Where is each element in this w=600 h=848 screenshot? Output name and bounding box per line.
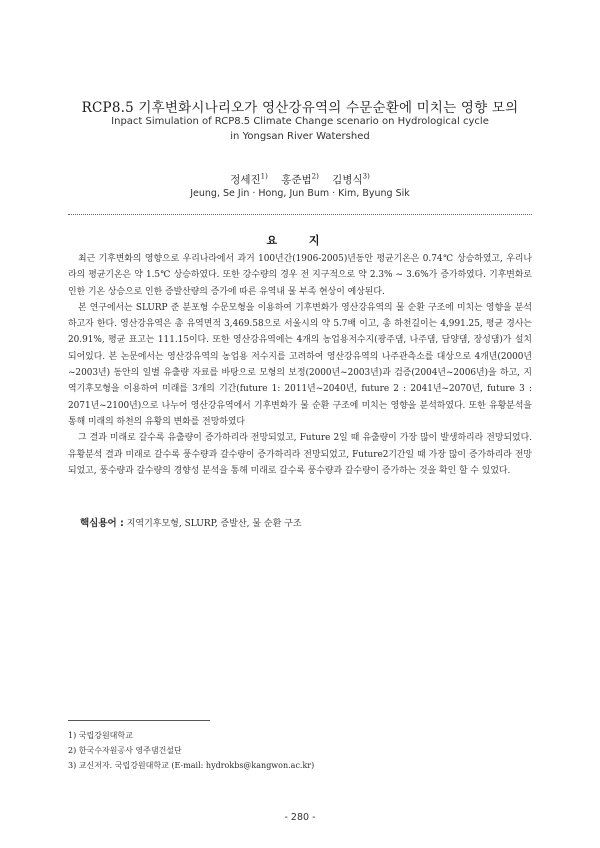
- author-name: 정세진: [230, 174, 261, 186]
- abstract-heading: 요 지: [266, 234, 334, 247]
- author-mark: 3): [362, 172, 370, 181]
- footnote-separator: [68, 720, 210, 721]
- footnote-item: 3) 교신저자. 국립강원대학교 (E-mail: hydrokbs@kangwon.ac.kr): [68, 761, 315, 770]
- authors-english: Jeung, Se Jin · Hong, Jun Bum · Kim, Byung Sik: [190, 188, 410, 199]
- paper-title-korean: RCP8.5 기후변화시나리오가 영산강유역의 수문순환에 미치는 영향 모의: [81, 100, 519, 116]
- paper-title-english-line2: in Yongsan River Watershed: [230, 131, 370, 142]
- keywords-label: 핵심용어 :: [80, 518, 124, 529]
- keywords: [80, 515, 530, 529]
- footnote-item: 1) 국립강원대학교: [68, 731, 133, 740]
- abstract-paragraph: 최근 기후변화의 영향으로 우리나라에서 과거 100년간(1906-2005)년동안 평균기온은 0.74℃ 상승하였고, 우리나라의 평균기온은 약 1.5℃ 상승하였다. 또한 강수량의 경우 전 지구적으로 약 2.3% ~ 3.6%가 증가하였다. 기후변화로 인한 기온 상승으로 인한 증발산량의 증가에 따른 유역내 물 부족 현상이 예상된다.: [68, 254, 532, 297]
- author-mark: 2): [311, 172, 319, 181]
- abstract-body: [68, 251, 532, 479]
- page-number: - 280 -: [284, 812, 316, 823]
- abstract-paragraph: 그 결과 미래로 갈수록 유출량이 증가하리라 전망되었고, Future 2일 때 유출량이 가장 많이 발생하리라 전망되었다. 유황분석 결과 미래로 갈수록 풍수량과 갈수량이 증가하리라 전망되었고, Future2기간일 때 가장 많이 증가하리라 전망되었고, 풍수량과 갈수량의 경향성 분석을 통해 미래로 갈수록 풍수량과 갈수량이 증가하는 것을 확인 할 수 있었다.: [68, 433, 532, 476]
- author-mark: 1): [260, 172, 268, 181]
- paper-title-english-line1: Inpact Simulation of RCP8.5 Climate Change scenario on Hydrological cycle: [111, 116, 489, 127]
- footnotes: [68, 728, 528, 773]
- abstract-paragraph: 본 연구에서는 SLURP 준 분포형 수문모형을 이용하여 기후변화가 영산강유역의 물 순환 구조에 미치는 영향을 분석하고자 한다. 영산강유역은 총 유역면적 3,469.58으로 서울시의 약 5.7배 이고, 총 하천길이는 4,991.25, 평균 경사는 20.91%, 평균 표고는 111.15이다. 또한 영산강유역에는 4개의 농업용저수지(광주댐, 나주댐, 담양댐, 장성댐)가 설치되어있다. 본 논문에서는 영산강유역의 농업용 저수지를 고려하여 영산강유역의 나주관측소를 대상으로 4개년(2000년~2003년) 동안의 일별 유출량 자료를 바탕으로 모형의 보정(2000년~2003년)과 검증(2004년~2006년)을 하고, 지역기후모형을 이용하여 미래를 3개의 기간(future 1: 2011년~2040년, future 2 : 2041년~2070년, future 3 : 2071년~2100년)으로 나누어 영산강유역에서 기후변화가 물 순환 구조에 미치는 영향을 분석하였다. 또한 유황분석을 통해 미래의 하천의 유황의 변화를 전망하였다: [68, 302, 532, 427]
- author-name: 김병식: [332, 174, 363, 186]
- keywords-text: 지역기후모형, SLURP, 증발산, 물 순환 구조: [126, 519, 302, 529]
- author-name: 홍준범: [281, 174, 312, 186]
- section-divider: [68, 214, 532, 215]
- authors-korean: [0, 172, 600, 187]
- footnote-item: 2) 한국수자원공사 영주댐건설단: [68, 746, 182, 755]
